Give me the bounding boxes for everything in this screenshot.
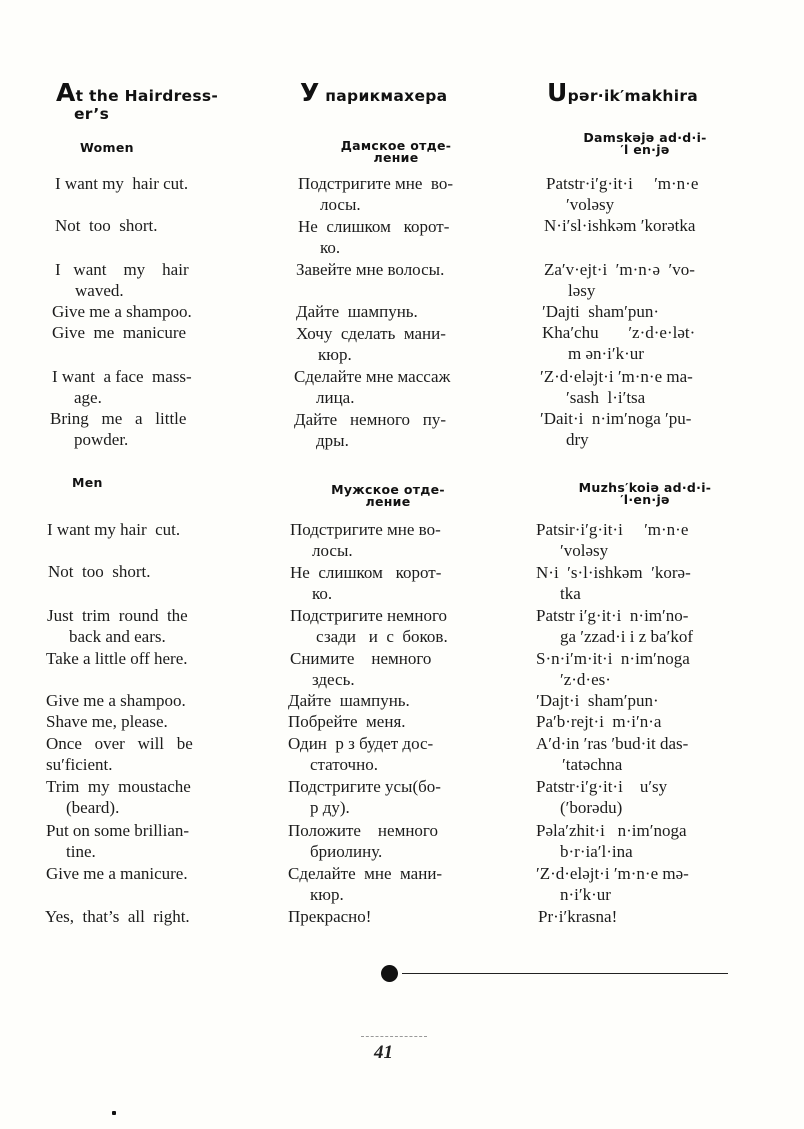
russian-phrase: Побрейте меня. — [288, 712, 406, 731]
english-phrase: Take a little off here. — [46, 649, 188, 668]
translit-phrase: Patsir·i′g·it·i ′m·n·e ′voləsy — [536, 520, 689, 560]
translit-phrase: A′d·in ′ras ′bud·it das- ′tatəchna — [536, 734, 689, 774]
men-heading-english: Men — [72, 475, 103, 490]
russian-phrase: Положите немного бриолину. — [288, 821, 438, 861]
translit-phrase: Pr·i′krasna! — [538, 907, 618, 926]
translit-phrase: ′Z·d·eləjt·i ′m·n·e mə- n·i′k·ur — [536, 864, 689, 904]
russian-phrase: Подстригите немного сзади и с боков. — [290, 606, 448, 646]
women-heading-translit-line1: Damskəjə ad·d·i- — [583, 130, 707, 145]
men-heading-translit-line1: Muzhs′koiə ad·d·i- — [578, 480, 712, 495]
english-phrase: Just trim round the back and ears. — [47, 606, 188, 646]
translit-phrase: N·i ′s·l·ishkəm ′korə- tka — [536, 563, 691, 603]
english-phrase: Bring me a little powder. — [50, 409, 187, 449]
women-heading-russian-line2: ление — [373, 150, 419, 165]
women-heading-russian-line1: Дамское отде- — [340, 138, 452, 153]
english-phrase: I want my hair cut. — [47, 520, 181, 539]
english-phrase: Give me manicure — [52, 323, 187, 342]
russian-phrase: Снимите немного здесь. — [290, 649, 432, 689]
russian-phrase: Дайте шампунь. — [288, 691, 410, 710]
english-phrase: Yes, that’s all right. — [45, 907, 190, 926]
page-number-rule — [361, 1036, 427, 1037]
russian-phrase: Прекрасно! — [288, 907, 372, 926]
russian-phrase: Сделайте мне массаж лица. — [294, 367, 451, 407]
russian-phrase: Дайте немного пу- дры. — [294, 410, 447, 450]
translit-title-initial: U — [547, 78, 568, 107]
russian-phrase: Подстригите мне во- лосы. — [290, 520, 441, 560]
men-heading-russian-line1: Мужское отде- — [331, 482, 445, 497]
russian-title-initial: У — [300, 78, 320, 107]
russian-phrase: Дайте шампунь. — [296, 302, 418, 321]
english-phrase: Not too short. — [55, 216, 158, 235]
english-phrase: Shave me, please. — [46, 712, 168, 731]
men-heading-translit-line2: ′l·en·jə — [620, 492, 670, 507]
english-title-text: t the Hairdress- — [75, 87, 219, 105]
translit-phrase: ′Dajti sham′pun· — [542, 302, 659, 321]
translit-phrase: Patstr i′g·it·i n·im′no- ga ′zzad·i i z ba′kof — [536, 606, 693, 646]
russian-title — [300, 78, 447, 107]
english-title-line2: er’s — [74, 105, 110, 123]
russian-phrase: Один р з будет дос- статочно. — [288, 734, 434, 774]
translit-phrase: S·n·i′m·it·i n·im′noga ′z·d·es· — [536, 649, 690, 689]
english-phrase: I want my hair cut. — [55, 174, 189, 193]
page-number: 41 — [374, 1042, 393, 1063]
english-phrase: Once over will be — [46, 734, 193, 753]
russian-phrase: Сделайте мне мани- кюр. — [288, 864, 443, 904]
women-heading-translit-line2: ′l en·jə — [620, 142, 670, 157]
translit-phrase: Pa′b·rejt·i m·i′n·a — [536, 712, 662, 731]
men-heading-russian — [288, 484, 488, 508]
english-phrase: Give me a shampoo. — [52, 302, 192, 321]
russian-phrase: Подстригите усы(бо- р ду). — [288, 777, 441, 817]
translit-phrase: N·i′sl·ishkəm ′korətka — [544, 216, 696, 235]
translit-title — [547, 78, 698, 107]
translit-title-text: pər·ik′makhira — [567, 87, 699, 105]
russian-phrase: Не слишком корот- ко. — [290, 563, 442, 603]
english-title-initial: A — [56, 78, 76, 107]
russian-phrase: Хочу сделать мани- кюр. — [296, 324, 446, 364]
english-phrase: Trim my moustache (beard). — [46, 777, 191, 817]
women-heading-english: Women — [80, 140, 134, 155]
english-phrase: Put on some brillian- tine. — [46, 821, 190, 861]
english-phrase: I want a face mass- age. — [52, 367, 192, 407]
women-heading-russian — [296, 140, 496, 164]
russian-phrase: Завейте мне волосы. — [296, 260, 445, 279]
men-heading-russian-line2: ление — [365, 494, 411, 509]
english-phrase: su′ficient. — [46, 755, 113, 774]
scan-speck — [112, 1111, 116, 1115]
translit-phrase: Patstr·i′g·it·i ′m·n·e ′voləsy — [546, 174, 699, 214]
section-end-dot — [381, 965, 398, 982]
english-phrase: Give me a manicure. — [46, 864, 188, 883]
russian-phrase: Не слишком корот- ко. — [298, 217, 450, 257]
russian-phrase: Подстригите мне во- лосы. — [298, 174, 453, 214]
russian-title-text: парикмахера — [319, 87, 448, 105]
translit-phrase: ′Dait·i n·im′noga ′pu- dry — [540, 409, 692, 449]
men-heading-translit — [540, 482, 750, 506]
translit-phrase: Kha′chu ′z·d·e·lət· m ən·i′k·ur — [542, 323, 696, 363]
english-phrase: Give me a shampoo. — [46, 691, 186, 710]
women-heading-translit — [545, 132, 745, 156]
translit-phrase: Patstr·i′g·it·i u′sy (′borədu) — [536, 777, 668, 817]
english-title — [56, 78, 218, 121]
english-phrase: I want my hair waved. — [55, 260, 189, 300]
english-phrase: Not too short. — [48, 562, 151, 581]
translit-phrase: Pəla′zhit·i n·im′noga b·r·ia′l·ina — [536, 821, 687, 861]
translit-phrase: ′Dajt·i sham′pun· — [536, 691, 659, 710]
section-end-rule — [402, 973, 728, 974]
translit-phrase: ′Z·d·eləjt·i ′m·n·e ma- ′sash l·i′tsa — [540, 367, 693, 407]
translit-phrase: Za′v·ejt·i ′m·n·ə ′vo- ləsy — [544, 260, 695, 300]
